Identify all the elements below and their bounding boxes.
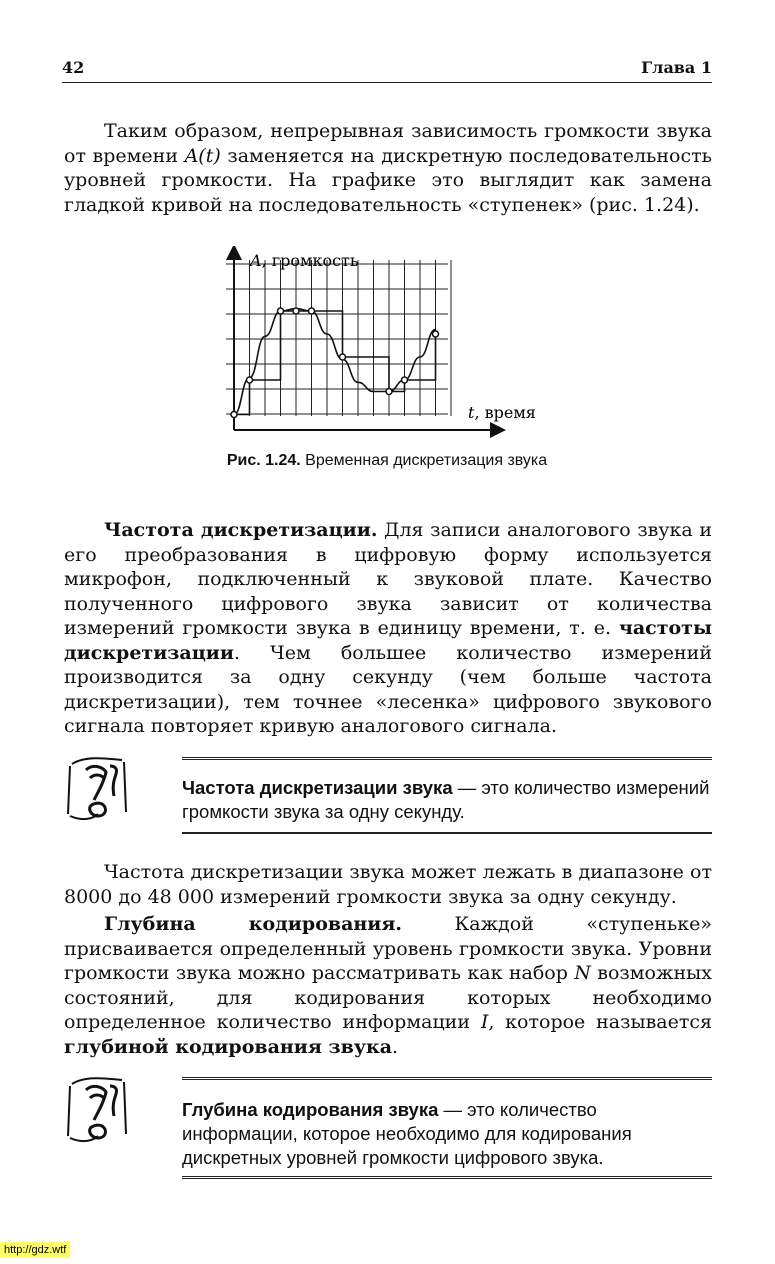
- sample-point: [340, 354, 346, 360]
- watermark-link[interactable]: http://gdz.wtf: [0, 1242, 70, 1258]
- sample-point: [293, 308, 299, 314]
- sample-point: [386, 389, 392, 395]
- definition-term: Частота дискретизации звука: [182, 777, 453, 798]
- paragraph-text: , которое называется: [488, 1011, 712, 1033]
- header-rule: [62, 82, 712, 83]
- term-depth: Глубина кодирования.: [104, 913, 403, 935]
- paragraph-sampling-rate: [64, 518, 712, 739]
- x-axis-label: t, время: [468, 403, 536, 422]
- sample-point: [402, 377, 408, 383]
- caption-label: Рис. 1.24.: [226, 452, 301, 469]
- variable-i: I: [480, 1011, 489, 1033]
- paragraph-range: Частота дискретизации звука может лежать в диапазоне от 8000 до 48 000 измерений громкости звука за одну секунду.: [64, 861, 712, 908]
- definition-top-rule: [182, 757, 712, 760]
- figure-caption: [62, 452, 712, 470]
- step-series: [234, 311, 436, 415]
- paragraph-depth: [64, 912, 712, 1059]
- sample-point: [433, 331, 439, 337]
- paragraph-text: . Чем большее количество измерений производится за одну секунду (чем больше частота дискретизации), тем точнее «лесенка» цифрового звукового сигнала повторяет кривую аналогового сигнала.: [64, 641, 712, 737]
- paragraph-text: Таким образом, непрерывная зависимость громкости звука от времени: [64, 120, 712, 167]
- caption-text: Временная дискретизация звука: [300, 452, 548, 469]
- y-axis-label: A, громкость: [250, 251, 359, 270]
- term-depth-inline: глубиной кодирования звука: [64, 1035, 393, 1058]
- definition-depth: [182, 1098, 712, 1170]
- memo-icon: [64, 1072, 140, 1152]
- definition-text: — это количество информации, которое необходимо для кодирования дискретных уровней громкости цифрового звука.: [182, 1099, 632, 1168]
- term-sampling-rate: Частота дискретизации.: [104, 519, 378, 541]
- sample-point: [231, 412, 237, 418]
- definition-top-rule: [182, 1077, 712, 1080]
- definition-term: Глубина кодирования звука: [182, 1099, 439, 1120]
- definition-sampling-rate: [182, 776, 712, 824]
- paragraph-text: Каждой «ступеньке» присваивается определенный уровень громкости звука. Уровни громкости звука можно рассматривать как набор: [64, 913, 712, 984]
- paragraph-intro: [64, 119, 712, 217]
- paragraph-text: заменяется на дискретную последовательность уровней громкости. На графике это выглядит как замена гладкой кривой на последовательность «ступенек» (рис. 1.24).: [64, 144, 712, 216]
- sampling-chart: [222, 246, 552, 442]
- paragraph-text: .: [392, 1035, 399, 1058]
- page-number: 42: [62, 58, 85, 77]
- paragraph-text: Для записи аналогового звука и его преобразования в цифровую форму используется микрофон, подключенный к звуковой плате. Качество полученного цифрового звука зависит от количества измерений громкости звука в единицу времени, т. е.: [64, 519, 712, 639]
- memo-icon: [64, 752, 140, 828]
- page-header: [62, 58, 712, 80]
- paragraph-text: возможных состояний, для кодирования которых необходимо определенное количество информации: [64, 962, 712, 1033]
- chapter-title: Глава 1: [641, 58, 712, 77]
- sample-points: [231, 308, 439, 418]
- analog-curve: [234, 309, 436, 415]
- chart-grid: [226, 260, 451, 416]
- definition-bottom-rule: [182, 832, 712, 834]
- formula-a-of-t: A(t): [184, 144, 221, 167]
- sample-point: [309, 308, 315, 314]
- variable-n: N: [574, 962, 591, 984]
- definition-text: — это количество измерений громкости звука за одну секунду.: [182, 777, 710, 822]
- term-sampling-rate-inline: частоты дискретизации: [64, 617, 712, 664]
- sample-point: [247, 377, 253, 383]
- definition-bottom-rule: [182, 1176, 712, 1179]
- sample-point: [278, 308, 284, 314]
